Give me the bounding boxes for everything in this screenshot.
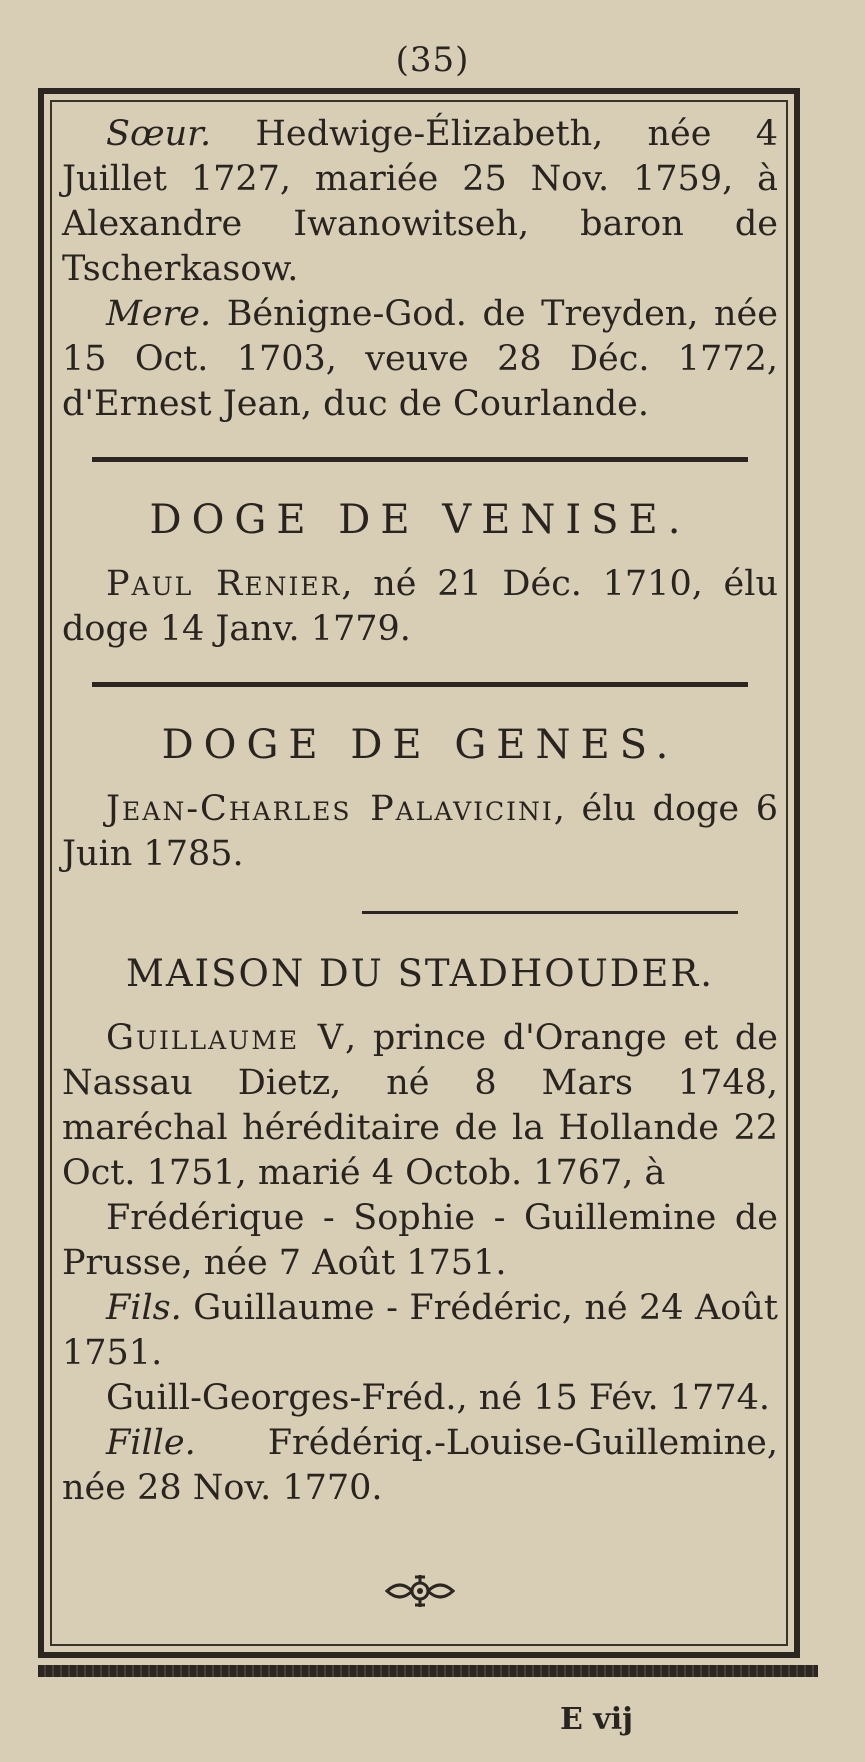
page-number: (35)	[395, 40, 470, 80]
text-fille: Frédériq.-Louise-Guillemine, née 28 Nov. 1770.	[62, 1423, 778, 1508]
label-fille: Fille.	[106, 1423, 196, 1463]
bottom-rule	[38, 1665, 818, 1677]
entry-venise	[62, 562, 778, 652]
signature-mark: E vij	[560, 1702, 633, 1737]
section-divider-short	[362, 911, 738, 914]
entry-mere	[62, 292, 778, 427]
section-divider	[92, 457, 748, 462]
ornament-icon	[62, 1571, 778, 1619]
name-stadhouder: Guillaume V	[106, 1018, 346, 1058]
entry-stadhouder	[62, 1016, 778, 1196]
section-divider	[92, 682, 748, 687]
name-venise: Paul Renier	[106, 564, 342, 604]
text-stadhouder: , prince d'Orange et de Nassau Dietz, né 8 Mars 1748, maréchal héréditaire de la Hollande 22 Oct. 1751, marié 4 Octob. 1767, à	[62, 1018, 778, 1193]
entry-fils2: Guill-Georges-Fréd., né 15 Fév. 1774.	[106, 1378, 770, 1418]
fleuron-icon	[375, 1571, 465, 1611]
label-fils: Fils.	[106, 1288, 182, 1328]
text-venise: , né 21 Déc. 1710, élu doge 14 Janv. 1779.	[62, 564, 778, 649]
page-content	[62, 112, 778, 1619]
text-genes: , élu doge 6 Juin 1785.	[62, 789, 779, 874]
text-fils: Guillaume - Frédéric, né 24 Août 1751.	[62, 1288, 778, 1373]
heading-genes: DOGE DE GENES.	[161, 722, 679, 768]
entry-fils	[62, 1286, 778, 1376]
text-soeur: Hedwige-Élizabeth, née 4 Juillet 1727, mariée 25 Nov. 1759, à Alexandre Iwanowitseh, baron de Tscherkasow.	[62, 114, 778, 289]
heading-venise: DOGE DE VENISE.	[149, 497, 691, 543]
entry-fille	[62, 1421, 778, 1511]
heading-stadhouder: MAISON DU STADHOUDER.	[125, 952, 715, 995]
entry-genes	[62, 787, 778, 877]
entry-soeur	[62, 112, 778, 292]
label-soeur: Sœur.	[106, 114, 212, 154]
entry-spouse: Frédérique - Sophie - Guillemine de Prusse, née 7 Août 1751.	[62, 1198, 778, 1283]
label-mere: Mere.	[106, 294, 212, 334]
name-genes: Jean-Charles Palavicini	[106, 789, 554, 829]
text-mere: Bénigne-God. de Treyden, née 15 Oct. 1703, veuve 28 Déc. 1772, d'Ernest Jean, duc de Courlande.	[62, 294, 778, 424]
